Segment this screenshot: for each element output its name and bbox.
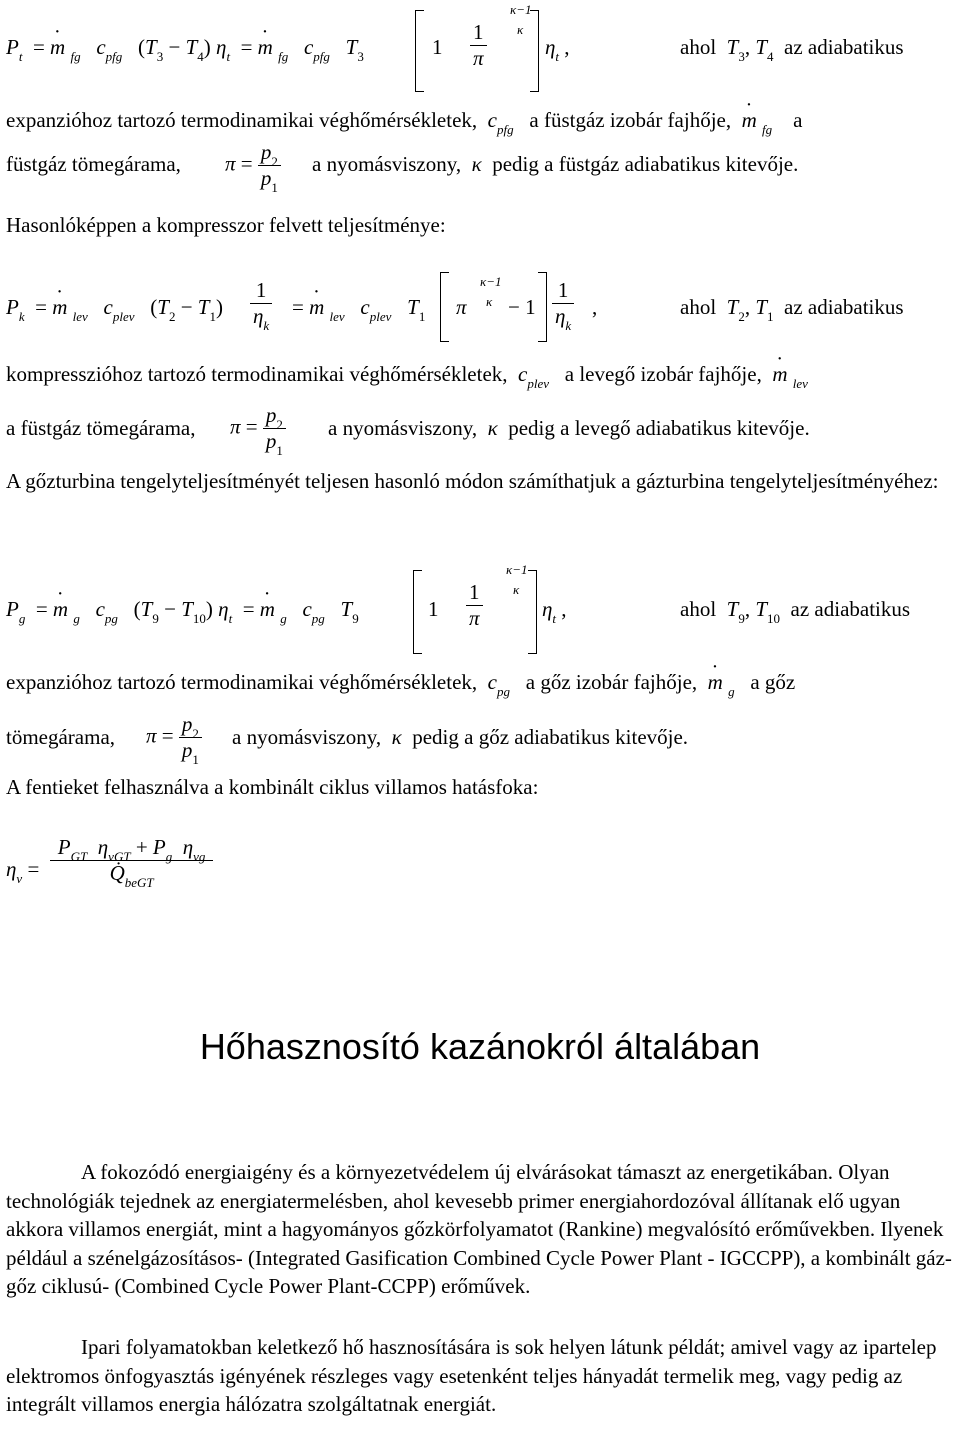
pi-fraction-1: π = $\frac{p_2}{p_1}$ bbox=[225, 140, 281, 191]
paragraph-1: A fokozódó energiaigény és a környezetvédelem új elvárásokat támaszt az energetikában. Olyan technológiák tejednek az energiatermelésben, ahol kevesebb primer energiahordozóval állítanak elő ugyan akkora villamos energiát, mint a hagyományos gőzkörfolyamatot (Rankine) megvalósító erőművekben. Ilyenek például a szénelgázosításos- (Integrated Gasification Combined Cycle Power Plant - IGCCPP), a kombinált gáz-gőz ciklusú- (Combined Cycle Power Plant-CCPP) erőművek. bbox=[6, 1160, 952, 1298]
text-fentieket: A fentieket felhasználva a kombinált ciklus villamos hatásfoka: bbox=[6, 775, 539, 799]
pi-fraction-2: π = $\frac{p_2}{p_1}$ bbox=[230, 403, 286, 454]
adiabatikus-label: az adiabatikus bbox=[784, 35, 904, 59]
text-line-kompresszio: kompresszióhoz tartozó termodinamikai véghőmérsékletek, $c_{plev}$ a levegő izobár fajhője, m · $_{lev}$ bbox=[6, 362, 808, 387]
equation-efficiency: $\eta_v$ = $\frac{P_{GT} \eta_{vGT} + P_g \eta_{vg}}{Q̇_{beGT}}$ bbox=[6, 835, 213, 886]
text-line-expansion1: expanzióhoz tartozó termodinamikai véghőmérsékletek, $c_{pfg}$ a füstgáz izobár fajhője, m · $_{fg}$ a bbox=[6, 108, 803, 133]
right-bracket bbox=[530, 10, 539, 92]
paragraph-2: Ipari folyamatokban keletkező hő hasznosítására is sok helyen látunk példát; amivel vagy az ipartelep elektromos önfogyasztás igényének részleges vagy esetenként teljes hányadát termelik meg, vagy pedig az integrált villamos energia hálózatra szolgáltatnak energiát. bbox=[6, 1335, 937, 1416]
text-hasonlokeppen: Hasonlóképpen a kompresszor felvett teljesítménye: bbox=[6, 213, 446, 237]
text-line-lev: a füstgáz tömegárama, bbox=[6, 416, 196, 440]
pi-fraction-3: π = $\frac{p_2}{p_1}$ bbox=[146, 712, 202, 763]
section-heading: Hőhasznosító kazánokról általában bbox=[199, 1026, 761, 1067]
text-line-expansion2: expanzióhoz tartozó termodinamikai véghőmérsékletek, $c_{pg}$ a gőz izobár fajhője, m · $_g$ a gőz bbox=[6, 670, 795, 695]
text-gozturbina: A gőzturbina tengelyteljesítményét teljesen hasonló módon számíthatjuk a gázturbina tengelyteljesítményéhez: bbox=[6, 469, 939, 493]
ahol-label: ahol bbox=[680, 35, 717, 59]
left-bracket bbox=[415, 10, 424, 92]
text-line-fustgaz: füstgáz tömegárama, bbox=[6, 152, 181, 176]
text-line-goz: tömegárama, bbox=[6, 725, 116, 749]
